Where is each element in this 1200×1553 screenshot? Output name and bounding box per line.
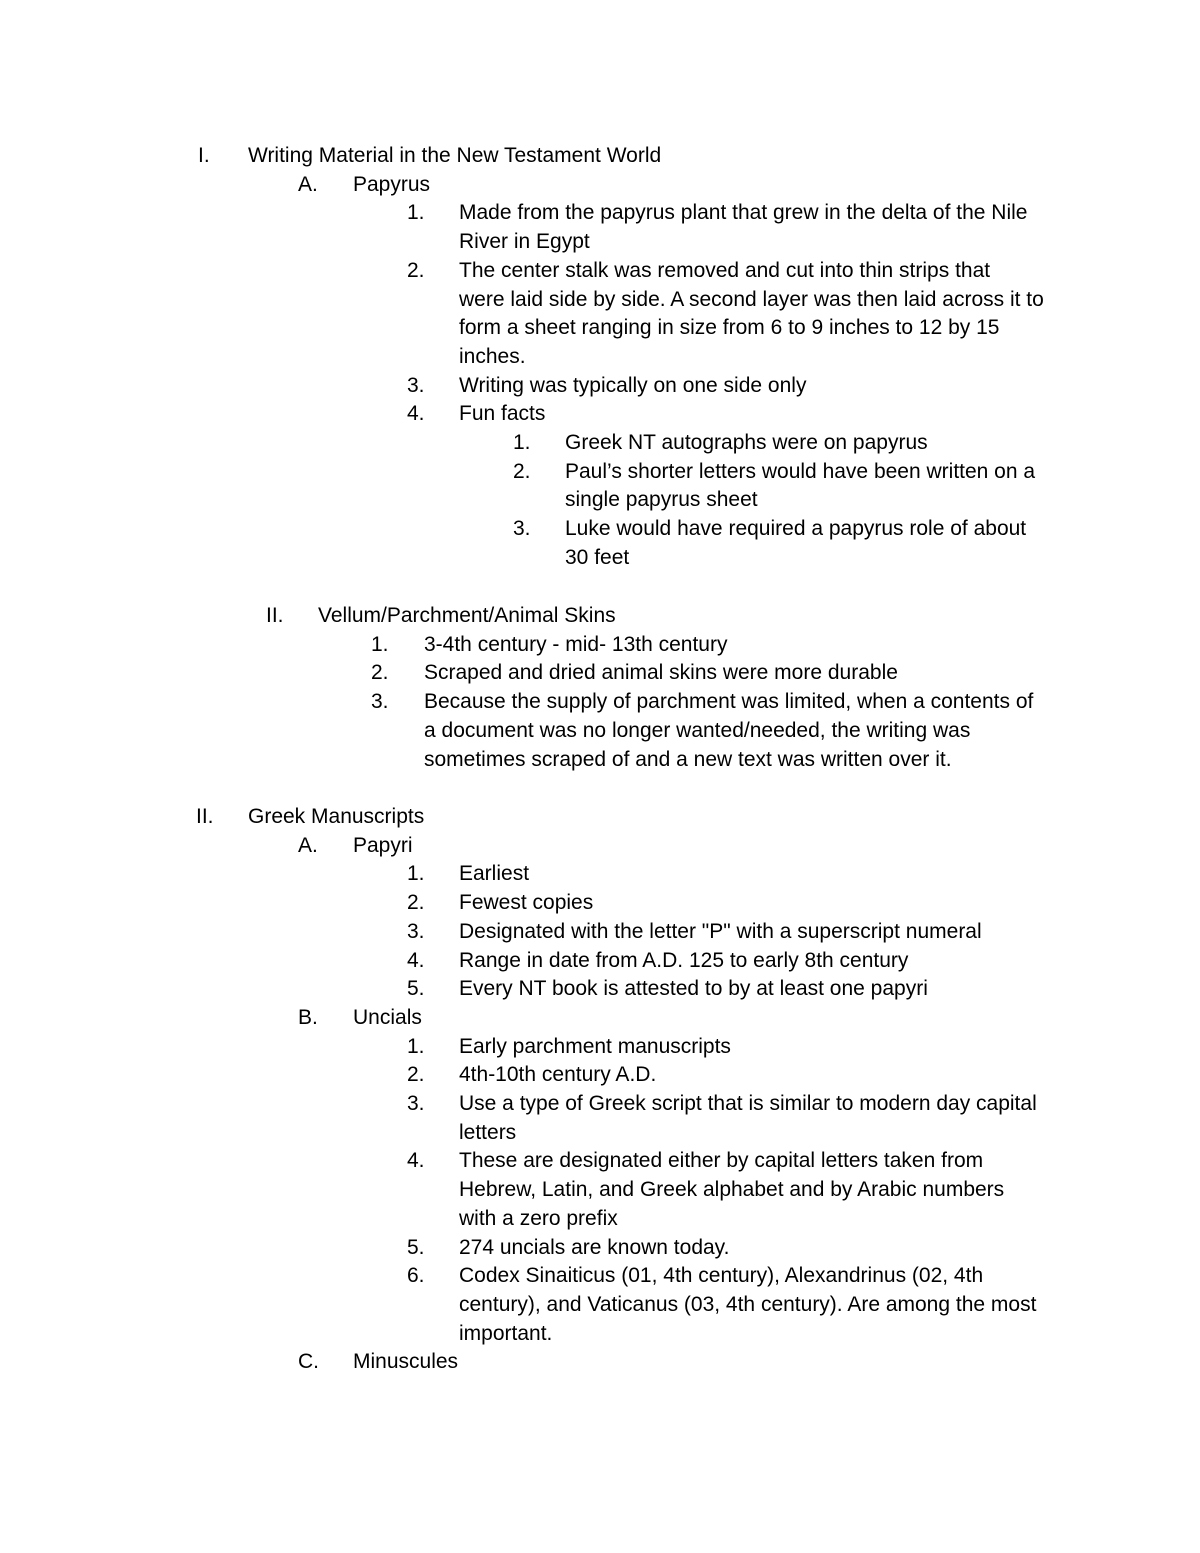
- list-marker: 1.: [407, 862, 425, 886]
- text-line: Fun facts: [459, 402, 546, 426]
- list-item: [407, 1090, 1037, 1147]
- text-line: Paul’s shorter letters would have been written on a: [565, 459, 1036, 483]
- list-marker: 3.: [371, 690, 389, 714]
- heading-text: Vellum/Parchment/Animal Skins: [318, 604, 616, 627]
- text-line: century), and Vaticanus (03, 4th century). Are among the most: [459, 1292, 1037, 1316]
- text-line: letters: [459, 1120, 517, 1144]
- text-line: River in Egypt: [459, 230, 590, 254]
- list-text: [459, 400, 545, 429]
- list-marker: B.: [298, 1005, 318, 1029]
- list-item: [407, 975, 928, 1004]
- text-line: 4th-10th century A.D.: [459, 1063, 657, 1087]
- list-text: [353, 171, 430, 200]
- list-item: [407, 860, 529, 889]
- text-line: These are designated either by capital letters taken from: [459, 1149, 984, 1173]
- text-line: Every NT book is attested to by at least one papyri: [459, 977, 928, 1001]
- list-text: [459, 372, 806, 401]
- list-text: [565, 458, 1035, 515]
- list-text: [353, 1348, 458, 1377]
- list-item: [407, 199, 1028, 256]
- list-text: [459, 947, 908, 976]
- heading-text: Uncials: [353, 1005, 422, 1029]
- text-line: with a zero prefix: [459, 1206, 618, 1230]
- text-line: form a sheet ranging in size from 6 to 9 inches to 12 by 15: [459, 316, 1000, 340]
- list-text: [459, 889, 593, 918]
- text-line: Earliest: [459, 862, 530, 886]
- text-line: 30 feet: [565, 545, 630, 569]
- list-marker: 1.: [513, 431, 531, 454]
- list-text: [248, 803, 424, 832]
- text-line: inches.: [459, 344, 526, 368]
- list-item: [371, 631, 727, 660]
- list-text: [459, 1033, 731, 1062]
- list-marker: 3.: [407, 1092, 425, 1115]
- list-text: [459, 1262, 1036, 1348]
- text-line: Use a type of Greek script that is similar to modern day capital: [459, 1092, 1037, 1115]
- list-marker: 2.: [407, 258, 425, 282]
- list-marker: 1.: [371, 632, 389, 656]
- heading-text: Papyrus: [353, 172, 431, 196]
- list-marker: A.: [298, 172, 318, 196]
- list-marker: 4.: [407, 1149, 425, 1173]
- list-marker: C.: [298, 1350, 319, 1374]
- list-marker: 2.: [407, 1063, 425, 1087]
- list-marker: 1.: [407, 1034, 425, 1058]
- list-text: [565, 429, 928, 458]
- text-line: important.: [459, 1321, 553, 1345]
- list-marker: 2.: [407, 891, 425, 915]
- list-marker: 2.: [513, 459, 531, 483]
- text-line: Codex Sinaiticus (01, 4th century), Alexandrinus (02, 4th: [459, 1264, 984, 1288]
- text-line: Scraped and dried animal skins were more durable: [424, 661, 898, 685]
- list-text: [318, 602, 616, 631]
- list-item: [407, 400, 545, 429]
- list-item: [513, 515, 1026, 572]
- list-text: [424, 659, 898, 688]
- list-marker: 3.: [407, 373, 425, 397]
- subsection-heading: [298, 171, 430, 200]
- list-item: [513, 458, 1035, 515]
- list-item: [407, 372, 806, 401]
- list-marker: 4.: [407, 402, 425, 426]
- list-marker: II.: [196, 805, 214, 828]
- list-marker: 3.: [513, 517, 531, 541]
- list-item: [371, 688, 1033, 774]
- list-text: [459, 1234, 729, 1263]
- text-line: Made from the papyrus plant that grew in the delta of the Nile: [459, 201, 1028, 225]
- list-item: [407, 1234, 729, 1263]
- subsection-heading: [298, 1004, 422, 1033]
- list-text: [565, 515, 1026, 572]
- list-marker: II.: [266, 604, 284, 627]
- list-item: [407, 918, 982, 947]
- list-marker: I.: [198, 144, 210, 167]
- heading-text: Papyri: [353, 833, 413, 857]
- list-text: [424, 631, 727, 660]
- list-text: [459, 1090, 1037, 1147]
- heading-text: Writing Material in the New Testament World: [248, 144, 662, 167]
- list-item: [407, 889, 593, 918]
- text-line: Designated with the letter "P" with a superscript numeral: [459, 919, 982, 943]
- list-marker: 3.: [407, 919, 425, 943]
- list-text: [424, 688, 1033, 774]
- text-line: The center stalk was removed and cut into thin strips that: [459, 258, 991, 282]
- list-text: [459, 199, 1028, 256]
- text-line: Hebrew, Latin, and Greek alphabet and by Arabic numbers: [459, 1178, 1005, 1202]
- list-marker: 2.: [371, 661, 389, 685]
- text-line: 3-4th century - mid- 13th century: [424, 632, 728, 656]
- list-text: [459, 975, 928, 1004]
- list-item: [407, 257, 1044, 372]
- list-marker: 5.: [407, 977, 425, 1001]
- list-marker: 5.: [407, 1235, 425, 1259]
- list-text: [459, 918, 982, 947]
- section-heading: [196, 803, 424, 832]
- section-heading: [198, 142, 661, 171]
- text-line: Writing was typically on one side only: [459, 373, 807, 397]
- subsection-heading: [298, 1348, 458, 1377]
- text-line: Range in date from A.D. 125 to early 8th century: [459, 948, 909, 972]
- list-text: [248, 142, 661, 171]
- list-item: [407, 1061, 656, 1090]
- list-text: [353, 1004, 422, 1033]
- text-line: Because the supply of parchment was limited, when a contents of: [424, 690, 1034, 714]
- list-item: [407, 1033, 731, 1062]
- list-text: [459, 1061, 656, 1090]
- section-heading: [266, 602, 616, 631]
- text-line: single papyrus sheet: [565, 488, 758, 512]
- text-line: a document was no longer wanted/needed, the writing was: [424, 718, 971, 742]
- text-line: Greek NT autographs were on papyrus: [565, 431, 928, 454]
- text-line: were laid side by side. A second layer was then laid across it to: [459, 287, 1044, 311]
- list-marker: 6.: [407, 1264, 425, 1288]
- list-text: [353, 832, 413, 861]
- list-item: [513, 429, 928, 458]
- list-text: [459, 1147, 1004, 1233]
- text-line: Luke would have required a papyrus role of about: [565, 517, 1027, 541]
- list-marker: A.: [298, 833, 318, 857]
- text-line: Fewest copies: [459, 891, 594, 915]
- list-item: [371, 659, 898, 688]
- list-text: [459, 257, 1044, 372]
- list-text: [459, 860, 529, 889]
- subsection-heading: [298, 832, 413, 861]
- text-line: Early parchment manuscripts: [459, 1034, 731, 1058]
- text-line: sometimes scraped of and a new text was written over it.: [424, 747, 952, 771]
- list-item: [407, 1262, 1036, 1348]
- list-marker: 4.: [407, 948, 425, 972]
- text-line: 274 uncials are known today.: [459, 1235, 730, 1259]
- list-item: [407, 1147, 1004, 1233]
- heading-text: Minuscules: [353, 1350, 459, 1374]
- heading-text: Greek Manuscripts: [248, 805, 425, 828]
- list-item: [407, 947, 908, 976]
- list-marker: 1.: [407, 201, 425, 225]
